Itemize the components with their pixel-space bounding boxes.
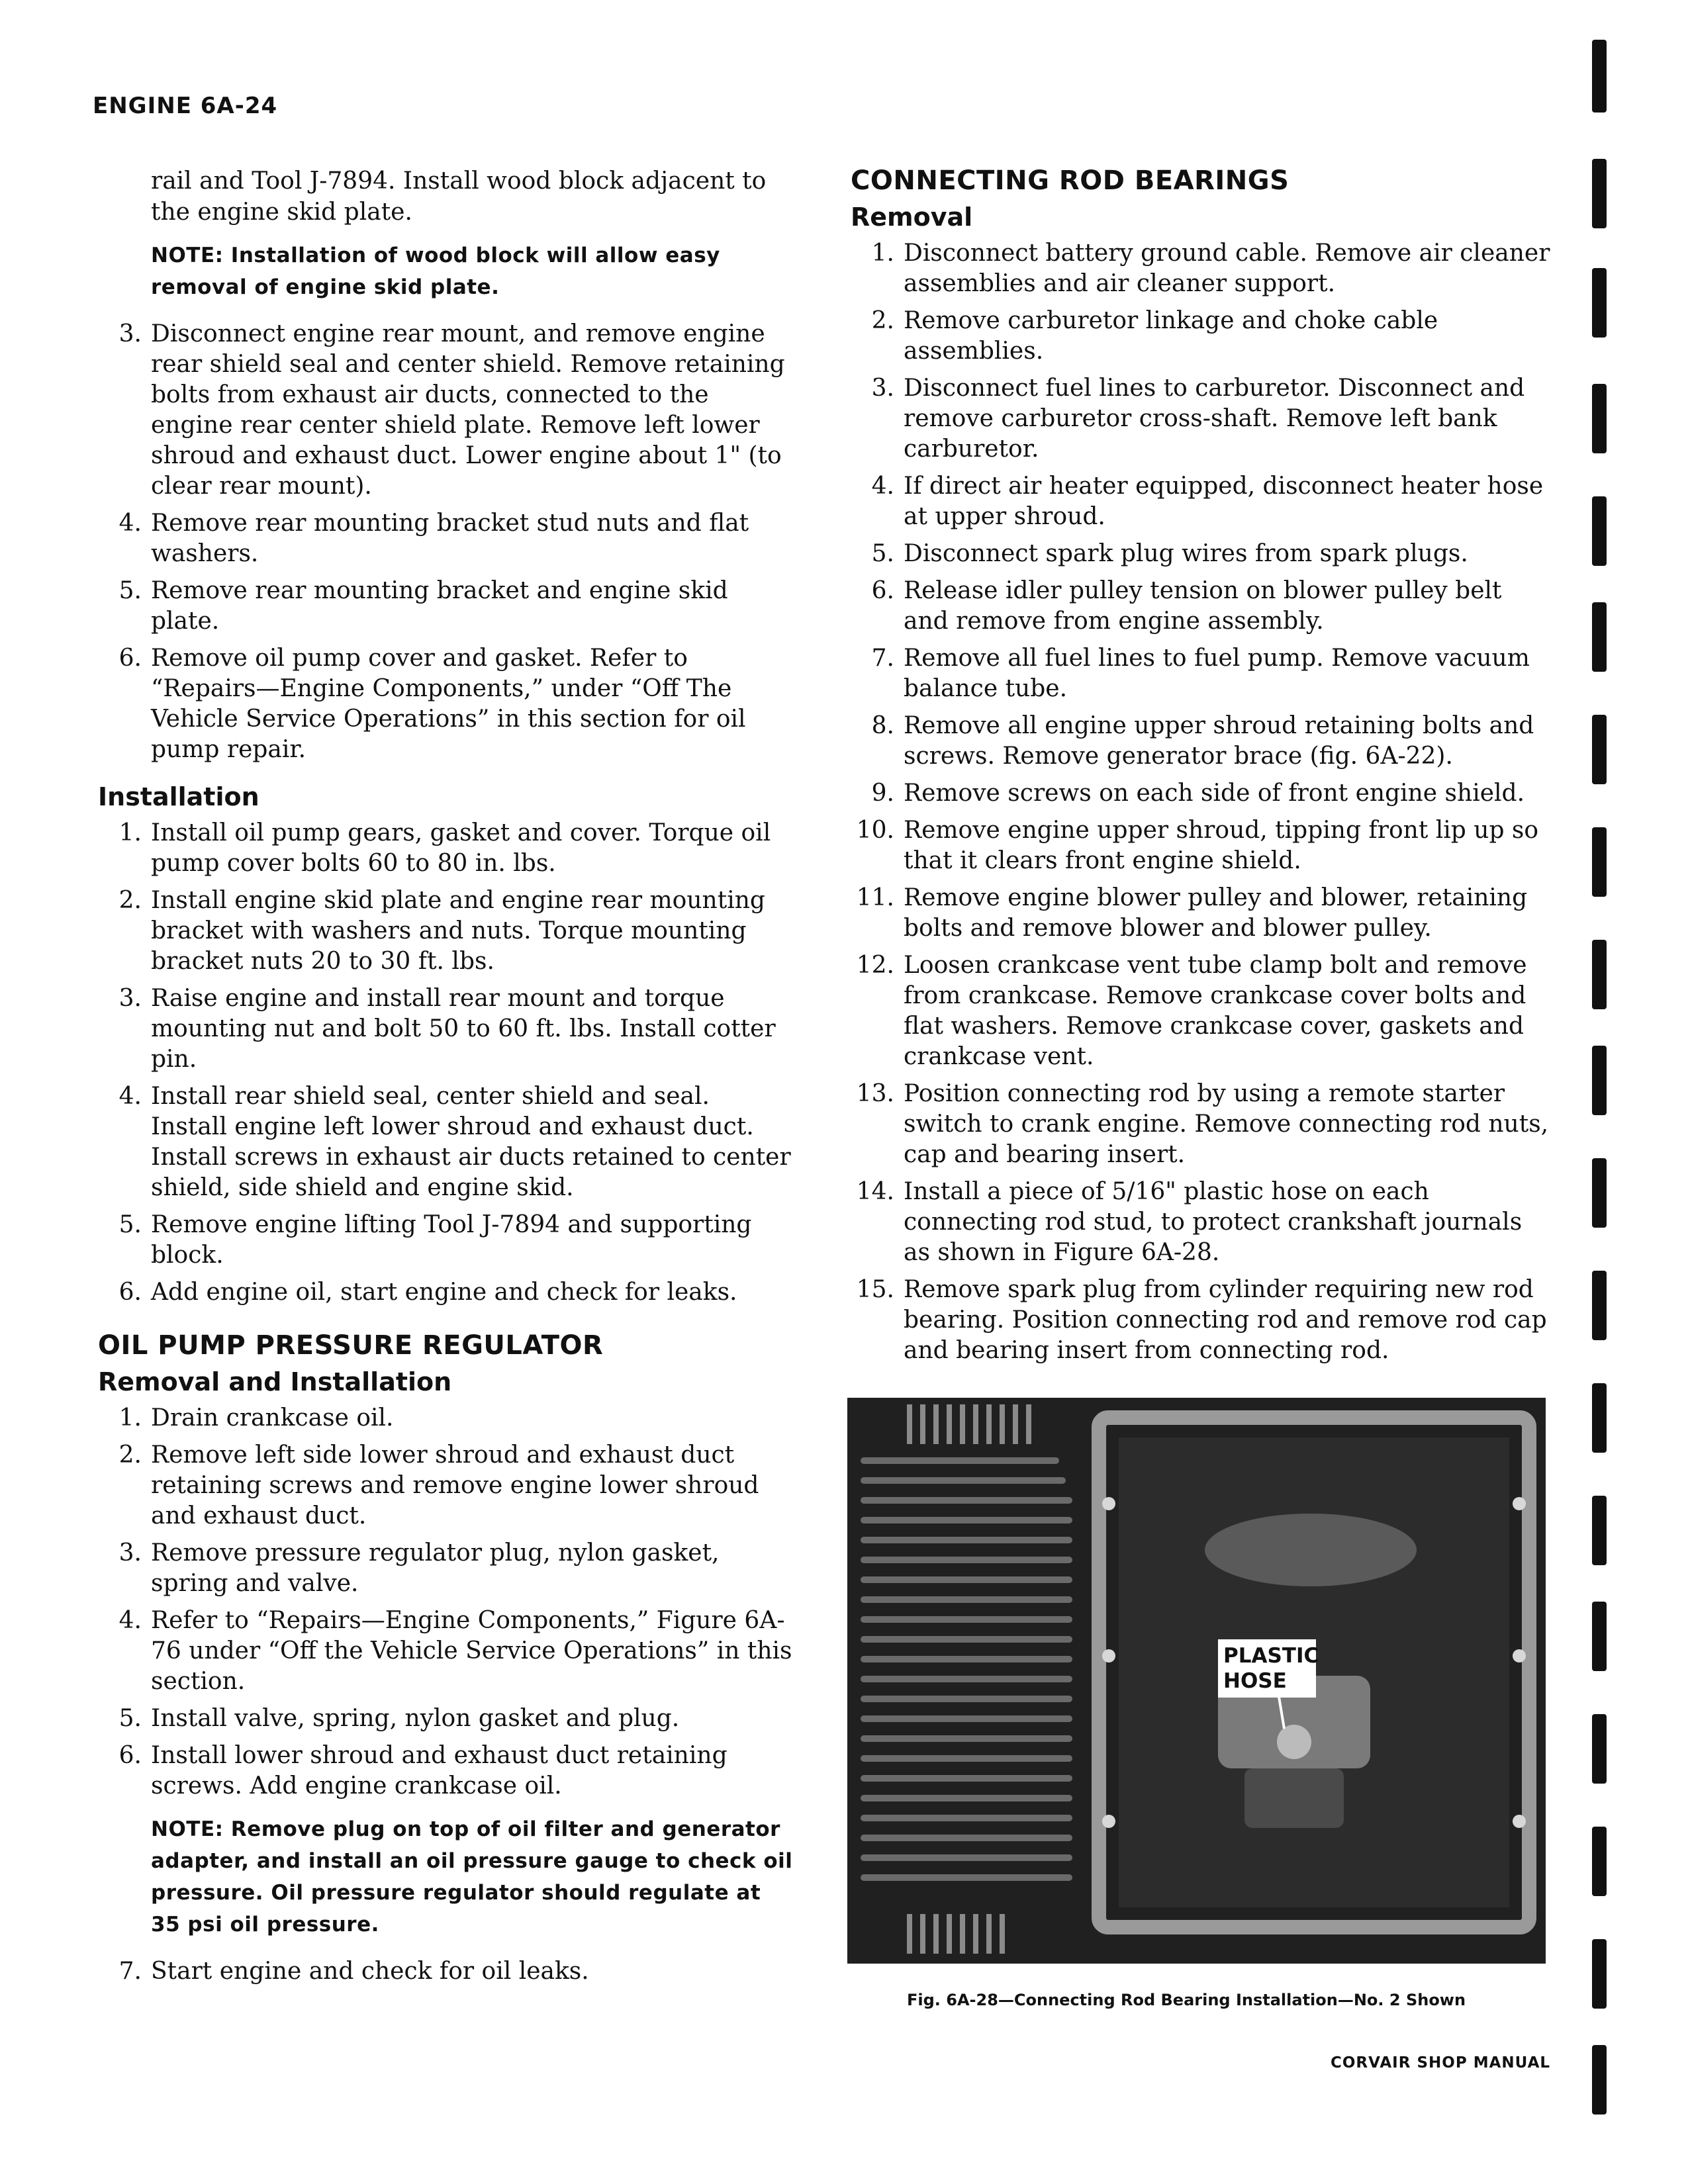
step-number: 7.	[118, 1958, 142, 1985]
step-text: Loosen crankcase vent tube clamp bolt and remove from crankcase. Remove crankcase cover bolts and flat washers. Remove crankcase cover, gaskets and crankcase vent.	[904, 952, 1527, 1070]
edge-mark	[1592, 384, 1607, 453]
step-text: Install lower shroud and exhaust duct retaining screws. Add engine crankcase oil.	[151, 1742, 727, 1799]
step-text: Remove screws on each side of front engine shield.	[904, 780, 1525, 807]
step-number: 3.	[871, 375, 894, 402]
list-item	[851, 576, 1554, 637]
list-item	[851, 711, 1554, 772]
list-item	[98, 508, 793, 569]
step-number: 15.	[856, 1276, 894, 1303]
step-text: Disconnect fuel lines to carburetor. Disconnect and remove carburetor cross-shaft. Remove left bank carburetor.	[904, 375, 1525, 463]
list-item	[851, 238, 1554, 299]
step-text: Remove carburetor linkage and choke cable assemblies.	[904, 307, 1438, 365]
step-number: 5.	[118, 577, 142, 604]
step-number: 1.	[118, 819, 142, 846]
step-text: Refer to “Repairs—Engine Components,” Figure 6A-76 under “Off the Vehicle Service Operations” in this section.	[151, 1607, 792, 1695]
step-text: Remove spark plug from cylinder requiring new rod bearing. Position connecting rod and remove rod cap and bearing insert from connecting rod.	[904, 1276, 1547, 1364]
step-number: 4.	[118, 510, 142, 537]
step-number: 4.	[118, 1607, 142, 1634]
step-number: 3.	[118, 1539, 142, 1567]
regulator-heading: OIL PUMP PRESSURE REGULATOR	[98, 1330, 604, 1361]
step-text: Add engine oil, start engine and check for leaks.	[151, 1279, 737, 1306]
list-item	[98, 1210, 793, 1271]
step-number: 6.	[118, 1742, 142, 1769]
connecting-rod-removal-steps	[851, 238, 1554, 1366]
regulator-steps	[98, 1403, 793, 1801]
list-item	[98, 1403, 793, 1433]
step-text: Disconnect battery ground cable. Remove air cleaner assemblies and air cleaner support.	[904, 240, 1550, 297]
step-number: 4.	[118, 1083, 142, 1110]
list-item	[851, 1177, 1554, 1268]
list-item	[98, 1606, 793, 1697]
step-number: 10.	[856, 817, 894, 844]
edge-mark	[1592, 1383, 1607, 1453]
list-item	[851, 950, 1554, 1072]
edge-mark	[1592, 940, 1607, 1009]
step-number: 5.	[871, 540, 894, 567]
list-item	[851, 1275, 1554, 1366]
list-item	[98, 643, 793, 765]
list-item	[851, 643, 1554, 704]
edge-mark	[1592, 2045, 1607, 2115]
edge-mark	[1592, 602, 1607, 672]
step-text: If direct air heater equipped, disconnect heater hose at upper shroud.	[904, 473, 1544, 530]
step-number: 6.	[118, 1279, 142, 1306]
step-text: Remove left side lower shroud and exhaust duct retaining screws and remove engine lower shroud and exhaust duct.	[151, 1441, 759, 1529]
step-text: Disconnect engine rear mount, and remove engine rear shield seal and center shield. Remove retaining bolts from exhaust air ducts, connected to the engine rear center shield plate. Remove left lower shroud and exhaust duct. Lower engine about 1" (to clear rear mount).	[151, 320, 785, 500]
plastic-hose-label	[1218, 1639, 1319, 1698]
step-number: 6.	[871, 577, 894, 604]
list-item	[98, 983, 793, 1075]
edge-mark	[1592, 827, 1607, 897]
list-item	[851, 306, 1554, 367]
figure-caption: Fig. 6A-28—Connecting Rod Bearing Installation—No. 2 Shown	[907, 1991, 1466, 2009]
list-item	[98, 818, 793, 879]
list-item	[98, 1741, 793, 1801]
step-number: 7.	[871, 645, 894, 672]
step-text: Remove rear mounting bracket and engine skid plate.	[151, 577, 728, 635]
step-text: Remove all fuel lines to fuel pump. Remove vacuum balance tube.	[904, 645, 1530, 702]
list-item	[851, 883, 1554, 944]
list-item	[98, 1538, 793, 1599]
step-text: Position connecting rod by using a remote starter switch to crank engine. Remove connecting rod nuts, cap and bearing insert.	[904, 1080, 1549, 1168]
step-text: Install valve, spring, nylon gasket and plug.	[151, 1705, 680, 1732]
step-text: Start engine and check for oil leaks.	[151, 1958, 589, 1985]
regulator-subheading: Removal and Installation	[98, 1367, 452, 1396]
step-number: 9.	[871, 780, 894, 807]
step-text: Remove engine upper shroud, tipping front lip up so that it clears front engine shield.	[904, 817, 1539, 874]
list-item	[851, 815, 1554, 876]
step-text: Remove engine blower pulley and blower, retaining bolts and remove blower and blower pulley.	[904, 884, 1528, 942]
page-footer: CORVAIR SHOP MANUAL	[1331, 2054, 1551, 2071]
list-item	[98, 886, 793, 977]
step-text: Release idler pulley tension on blower pulley belt and remove from engine assembly.	[904, 577, 1502, 635]
regulator-final-step	[98, 1956, 793, 1987]
edge-mark	[1592, 1046, 1607, 1115]
step-text: Install rear shield seal, center shield and seal. Install engine left lower shroud and exhaust duct. Install screws in exhaust air ducts retained to center shield, side shield and engine skid.	[151, 1083, 791, 1201]
removal-subheading: Removal	[851, 203, 973, 232]
step-text: Disconnect spark plug wires from spark plugs.	[904, 540, 1468, 567]
right-column	[851, 165, 1554, 1373]
step-number: 2.	[118, 1441, 142, 1469]
step-number: 2.	[118, 887, 142, 914]
installation-heading: Installation	[98, 782, 259, 811]
edge-mark	[1592, 268, 1607, 338]
installation-steps	[98, 818, 793, 1308]
edge-mark	[1592, 40, 1607, 113]
list-item	[98, 1277, 793, 1308]
step-text: Remove oil pump cover and gasket. Refer to “Repairs—Engine Components,” under “Off The Vehicle Service Operations” in this section for oil pump repair.	[151, 645, 746, 763]
list-item	[98, 1081, 793, 1203]
intro-paragraph: rail and Tool J-7894. Install wood block adjacent to the engine skid plate.	[151, 167, 767, 226]
edge-mark	[1592, 1939, 1607, 2009]
step-number: 5.	[118, 1211, 142, 1238]
label-line-1: PLASTIC	[1223, 1644, 1319, 1668]
engine-photo-illustration	[847, 1398, 1546, 1964]
list-item	[851, 778, 1554, 809]
step-text: Install a piece of 5/16" plastic hose on each connecting rod stud, to protect crankshaft journals as shown in Figure 6A-28.	[904, 1178, 1523, 1266]
step-text: Remove engine lifting Tool J-7894 and supporting block.	[151, 1211, 752, 1269]
edge-mark	[1592, 496, 1607, 566]
step-number: 2.	[871, 307, 894, 334]
step-number: 3.	[118, 985, 142, 1012]
step-number: 5.	[118, 1705, 142, 1732]
label-line-2: HOSE	[1223, 1669, 1287, 1693]
step-number: 11.	[856, 884, 894, 911]
connecting-rod-heading: CONNECTING ROD BEARINGS	[851, 165, 1289, 196]
step-text: Install engine skid plate and engine rear mounting bracket with washers and nuts. Torque mounting bracket nuts 20 to 30 ft. lbs.	[151, 887, 765, 975]
list-item	[98, 576, 793, 637]
list-item	[98, 1440, 793, 1531]
list-item	[851, 1079, 1554, 1170]
edge-mark	[1592, 1271, 1607, 1340]
page-header: ENGINE 6A-24	[93, 93, 278, 119]
step-number: 1.	[871, 240, 894, 267]
list-item	[98, 319, 793, 502]
step-text: Drain crankcase oil.	[151, 1404, 394, 1432]
step-text: Remove rear mounting bracket stud nuts and flat washers.	[151, 510, 749, 567]
edge-mark	[1592, 715, 1607, 784]
edge-registration-marks	[1592, 0, 1618, 2184]
list-item	[98, 1704, 793, 1734]
step-number: 3.	[118, 320, 142, 347]
step-number: 14.	[856, 1178, 894, 1205]
list-item	[851, 373, 1554, 465]
note-oil-pressure: NOTE: Remove plug on top of oil filter and generator adapter, and install an oil pressure gauge to check oil pressure. Oil pressure regulator should regulate at 35 psi oil pressure.	[151, 1817, 793, 1936]
edge-mark	[1592, 159, 1607, 228]
edge-mark	[1592, 1496, 1607, 1565]
list-item	[851, 471, 1554, 532]
edge-mark	[1592, 1158, 1607, 1228]
step-number: 8.	[871, 712, 894, 739]
engine-photo	[847, 1398, 1546, 1964]
left-column	[98, 165, 793, 1993]
step-text: Raise engine and install rear mount and torque mounting nut and bolt 50 to 60 ft. lbs. Install cotter pin.	[151, 985, 776, 1073]
step-number: 6.	[118, 645, 142, 672]
note-wood-block: NOTE: Installation of wood block will allow easy removal of engine skid plate.	[151, 244, 720, 299]
step-text: Install oil pump gears, gasket and cover. Torque oil pump cover bolts 60 to 80 in. lbs.	[151, 819, 771, 877]
step-text: Remove all engine upper shroud retaining bolts and screws. Remove generator brace (fig. 6A-22).	[904, 712, 1534, 770]
step-number: 1.	[118, 1404, 142, 1432]
step-number: 13.	[856, 1080, 894, 1107]
step-text: Remove pressure regulator plug, nylon gasket, spring and valve.	[151, 1539, 720, 1597]
step-number: 12.	[856, 952, 894, 979]
edge-mark	[1592, 1827, 1607, 1896]
removal-steps-continued	[98, 319, 793, 765]
edge-mark	[1592, 1714, 1607, 1784]
step-number: 4.	[871, 473, 894, 500]
edge-mark	[1592, 1602, 1607, 1671]
list-item	[851, 539, 1554, 569]
